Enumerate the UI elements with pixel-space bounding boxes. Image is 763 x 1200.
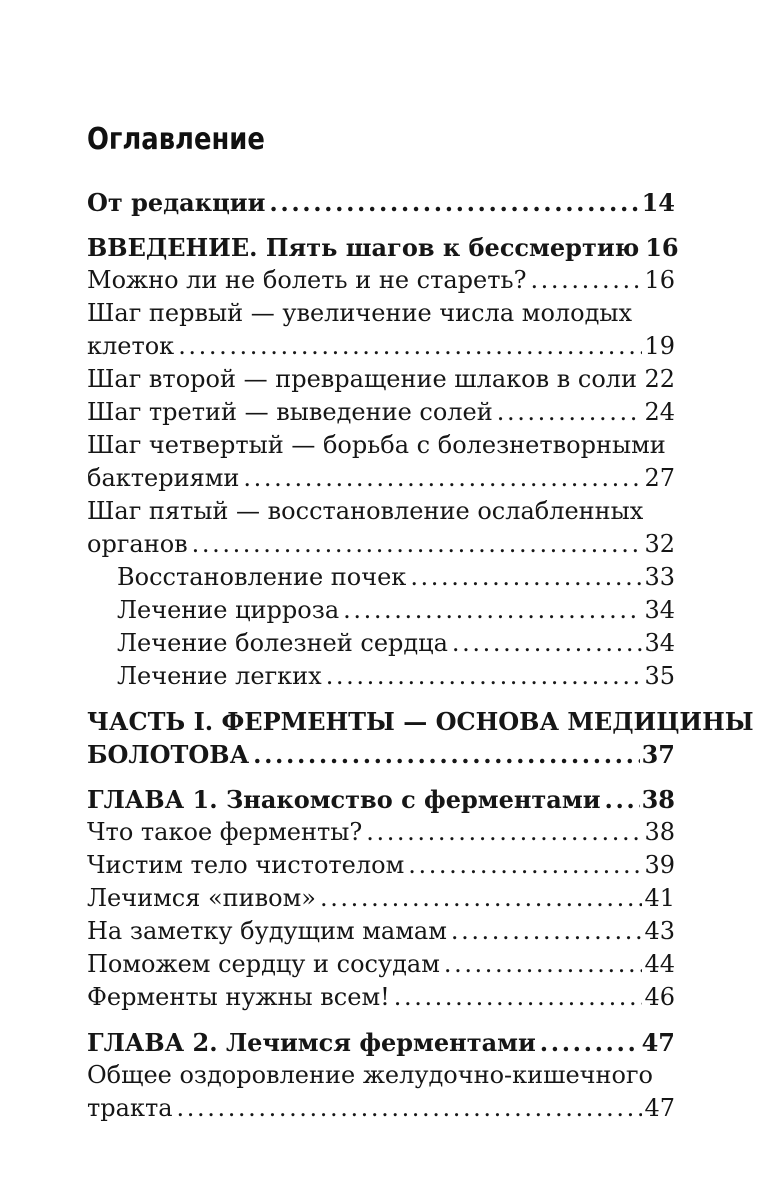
toc-row xyxy=(87,186,675,219)
dot-leader xyxy=(269,186,639,219)
toc-entry-label: Шаг второй — превращение шлаков в соли xyxy=(87,365,638,393)
toc-entry-label: бактериями xyxy=(87,464,240,492)
toc-page-number: 38 xyxy=(644,818,675,846)
toc-row xyxy=(87,462,675,495)
dot-leader xyxy=(410,561,642,594)
toc-entry-label: клеток xyxy=(87,332,175,360)
toc-page-number: 35 xyxy=(644,662,675,690)
toc-entry-label: Лечение легких xyxy=(117,662,322,690)
toc-row xyxy=(87,594,675,627)
toc-entry-label: ГЛАВА 1. Знакомство с ферментами xyxy=(87,785,601,814)
dot-leader xyxy=(326,660,643,693)
dot-leader xyxy=(192,528,643,561)
toc-row xyxy=(87,783,675,816)
dot-leader xyxy=(451,915,643,948)
toc-row xyxy=(87,1026,675,1059)
toc-page-number: 33 xyxy=(644,563,675,591)
toc-page-number: 27 xyxy=(644,464,675,492)
toc-row xyxy=(87,660,675,693)
toc-entry-label: Что такое ферменты? xyxy=(87,818,363,846)
toc-entry-label: Шаг четвертый — борьба с болезнетворными xyxy=(87,431,666,459)
toc-page-number: 16 xyxy=(645,233,679,262)
toc-entry-label: ГЛАВА 2. Лечимся ферментами xyxy=(87,1028,536,1057)
toc-page-number: 39 xyxy=(644,851,675,879)
toc-entry-label: Восстановление почек xyxy=(117,563,407,591)
toc-entry-label: ЧАСТЬ I. ФЕРМЕНТЫ — ОСНОВА МЕДИЦИНЫ xyxy=(87,707,754,736)
toc-row xyxy=(87,231,679,264)
toc-entry-label: Поможем сердцу и сосудам xyxy=(87,950,440,978)
toc-row xyxy=(87,705,754,738)
dot-leader xyxy=(394,981,643,1014)
toc-entry-label: ВВЕДЕНИЕ. Пять шагов к бессмертию xyxy=(87,233,640,262)
toc-page-number: 22 xyxy=(644,365,675,393)
toc-row xyxy=(87,396,675,429)
toc-entry-label: От редакции xyxy=(87,188,266,217)
toc-page-number: 32 xyxy=(644,530,675,558)
toc-entry-label: Ферменты нужны всем! xyxy=(87,983,390,1011)
toc-row xyxy=(87,915,675,948)
toc-page-number: 34 xyxy=(644,596,675,624)
dot-leader xyxy=(178,330,642,363)
toc-page-number: 47 xyxy=(641,1028,675,1057)
toc-page-number: 19 xyxy=(644,332,675,360)
toc-row xyxy=(87,849,675,882)
dot-leader xyxy=(540,1026,640,1059)
toc-list xyxy=(87,186,754,1125)
toc-page-number: 14 xyxy=(641,188,675,217)
toc-entry-label: Лечимся «пивом» xyxy=(87,884,316,912)
toc-page-number: 41 xyxy=(644,884,675,912)
dot-leader xyxy=(253,738,639,771)
toc-page-number: 47 xyxy=(644,1094,675,1122)
toc-entry-label: На заметку будущим мамам xyxy=(87,917,447,945)
toc-row xyxy=(87,882,675,915)
dot-leader xyxy=(320,882,642,915)
toc-row xyxy=(87,1059,675,1092)
toc-entry-label: Шаг третий — выведение солей xyxy=(87,398,493,426)
toc-page-number: 44 xyxy=(644,950,675,978)
toc-row xyxy=(87,738,675,771)
toc-page-number: 43 xyxy=(644,917,675,945)
toc-entry-label: Лечение болезней сердца xyxy=(117,629,448,657)
dot-leader xyxy=(605,783,640,816)
dot-leader xyxy=(530,264,642,297)
toc-entry-label: Общее оздоровление желудочно-кишечного xyxy=(87,1061,653,1089)
toc-row xyxy=(87,561,675,594)
toc-entry-label: Можно ли не болеть и не стареть? xyxy=(87,266,527,294)
toc-row xyxy=(87,429,675,462)
toc-row xyxy=(87,363,675,396)
page-title: Оглавление xyxy=(87,122,265,157)
toc-entry-label: Шаг пятый — восстановление ослабленных xyxy=(87,497,644,525)
toc-row xyxy=(87,948,675,981)
toc-entry-label: тракта xyxy=(87,1094,173,1122)
toc-page-number: 37 xyxy=(641,740,675,769)
toc-page-number: 24 xyxy=(644,398,675,426)
dot-leader xyxy=(641,363,642,396)
toc-entry-label: Лечение цирроза xyxy=(117,596,340,624)
toc-row xyxy=(87,627,675,660)
dot-leader xyxy=(497,396,643,429)
dot-leader xyxy=(444,948,643,981)
toc-row xyxy=(87,981,675,1014)
dot-leader xyxy=(177,1092,643,1125)
toc-entry-label: БОЛОТОВА xyxy=(87,740,250,769)
toc-page-number: 38 xyxy=(641,785,675,814)
toc-entry-label: органов xyxy=(87,530,188,558)
toc-page-number: 34 xyxy=(644,629,675,657)
toc-row xyxy=(87,528,675,561)
toc-page-number: 46 xyxy=(644,983,675,1011)
toc-row xyxy=(87,816,675,849)
dot-leader xyxy=(408,849,642,882)
toc-page-number: 16 xyxy=(644,266,675,294)
dot-leader xyxy=(343,594,642,627)
dot-leader xyxy=(452,627,643,660)
toc-row xyxy=(87,297,675,330)
toc-row xyxy=(87,330,675,363)
toc-row xyxy=(87,264,675,297)
toc-row xyxy=(87,1092,675,1125)
toc-row xyxy=(87,495,675,528)
toc-entry-label: Шаг первый — увеличение числа молодых xyxy=(87,299,633,327)
dot-leader xyxy=(366,816,642,849)
toc-entry-label: Чистим тело чистотелом xyxy=(87,851,405,879)
dot-leader xyxy=(243,462,642,495)
